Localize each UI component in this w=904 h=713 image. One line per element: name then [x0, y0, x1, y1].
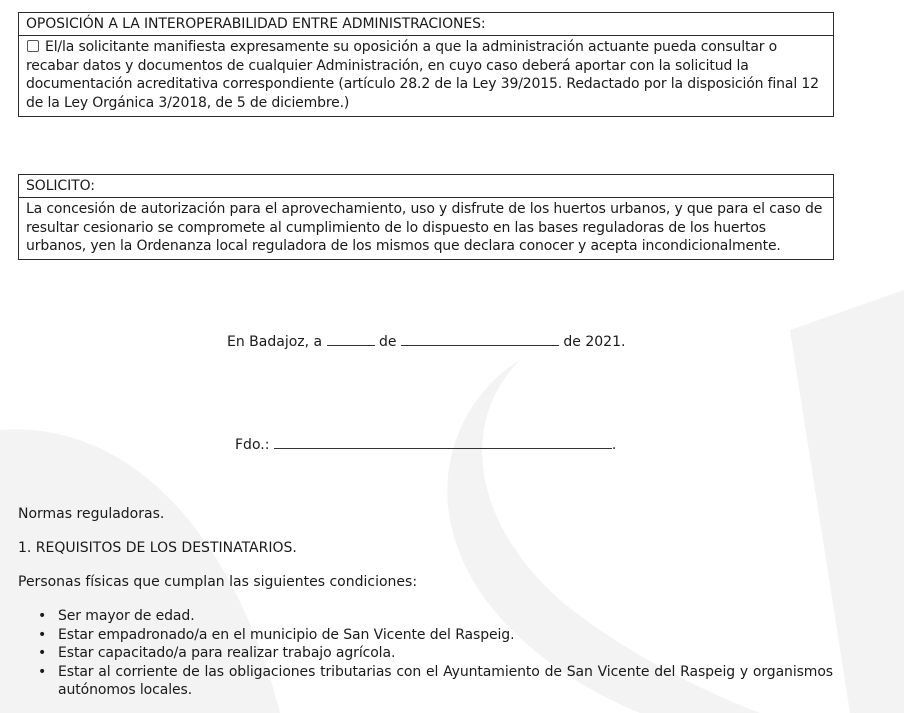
list-item: • Estar al corriente de las obligaciones tributarias con el Ayuntamiento de San Vicente del Raspeig y organismos autónomos locales. — [58, 663, 833, 700]
opposition-title: OPOSICIÓN A LA INTEROPERABILIDAD ENTRE ADMINISTRACIONES: — [19, 13, 833, 36]
opposition-checkbox[interactable] — [27, 40, 39, 52]
requirements-list — [18, 607, 833, 700]
list-item: • Ser mayor de edad. — [58, 607, 833, 626]
place-date-prefix: En Badajoz, a — [227, 334, 323, 350]
opposition-body — [19, 36, 833, 116]
place-date-suffix: de 2021. — [563, 334, 626, 350]
request-title: SOLICITO: — [19, 175, 833, 198]
signature-end: . — [611, 437, 617, 453]
section-requirements-heading: 1. REQUISITOS DE LOS DESTINATARIOS. — [18, 540, 297, 556]
place-date-line — [227, 333, 625, 350]
request-section — [18, 174, 834, 260]
signature-line — [235, 436, 616, 453]
opposition-section — [18, 12, 834, 117]
request-body: La concesión de autorización para el aprovechamiento, uso y disfrute de los huertos urbanos, y que para el caso de resultar cesionario se compromete al cumplimiento de lo dispuesto en las bases reguladoras de los huertos urbanos, yen la Ordenanza local reguladora de los mismos que declara conocer y acepta incondicionalmente. — [26, 201, 823, 255]
list-item: • Estar capacitado/a para realizar trabajo agrícola. — [58, 644, 833, 663]
signature-blank[interactable] — [274, 436, 612, 449]
rules-heading: Normas reguladoras. — [18, 506, 165, 522]
requirements-intro: Personas físicas que cumplan las siguientes condiciones: — [18, 574, 418, 590]
opposition-text: El/la solicitante manifiesta expresamente su oposición a que la administración actuante pueda consultar o recabar datos y documentos de cualquier Administración, en cuyo caso deberá aportar con la solicitud la documentación acreditativa correspondiente (artículo 28.2 de la Ley 39/2015. Redactado por la disposición final 12 de la Ley Orgánica 3/2018, de 5 de diciembre.) — [26, 39, 819, 112]
day-blank[interactable] — [327, 333, 375, 346]
list-item: • Estar empadronado/a en el municipio de San Vicente del Raspeig. — [58, 626, 833, 645]
signature-label: Fdo.: — [235, 437, 270, 453]
month-blank[interactable] — [401, 333, 559, 346]
place-date-middle: de — [379, 334, 397, 350]
